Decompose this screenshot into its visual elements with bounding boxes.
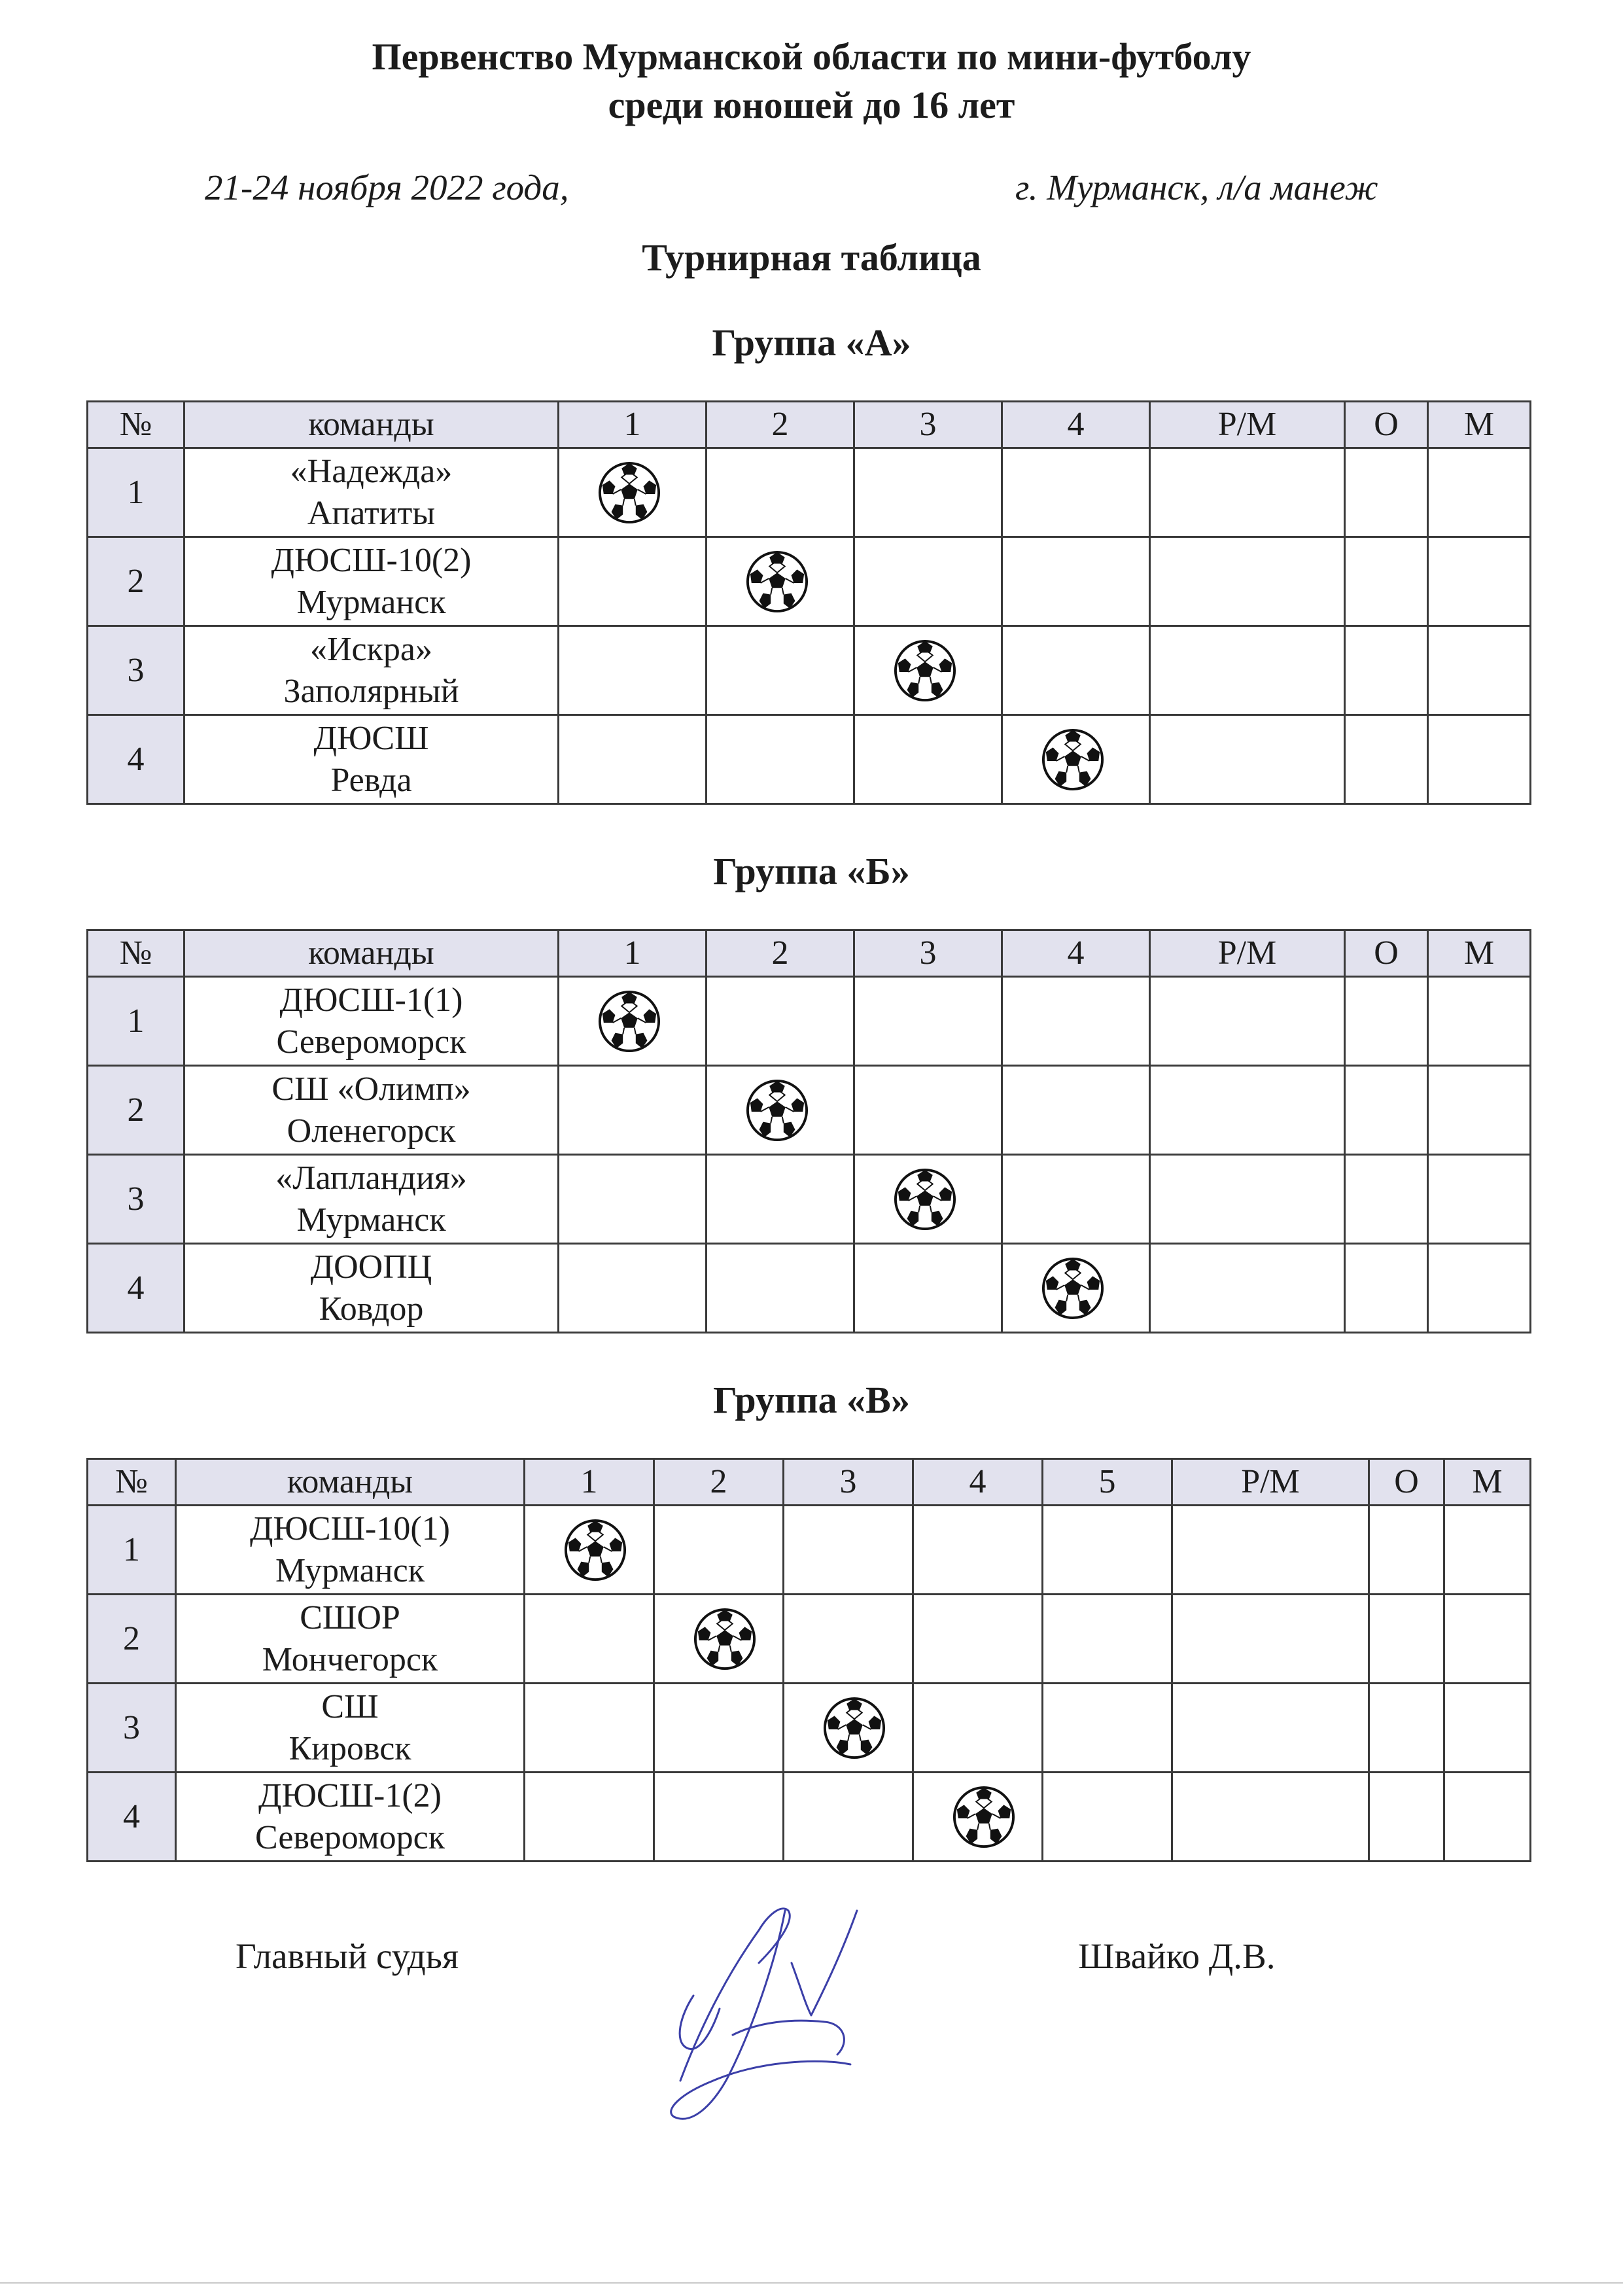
diagonal-cell <box>707 1066 854 1155</box>
soccer-ball-icon <box>693 1607 757 1671</box>
soccer-ball-icon <box>745 1078 809 1142</box>
table-header-row <box>88 402 1531 448</box>
place-cell <box>1428 537 1531 626</box>
signature-icon <box>654 1884 903 2133</box>
col-place: М <box>1428 402 1531 448</box>
score-cell <box>654 1684 784 1773</box>
col-num: № <box>88 402 184 448</box>
team-cell <box>184 537 559 626</box>
team-name: ДООПЦ <box>310 1248 432 1286</box>
col-1: 1 <box>559 402 707 448</box>
col-num: № <box>88 1459 176 1506</box>
score-cell <box>1002 626 1150 715</box>
team-name: ДЮСШ <box>313 719 429 757</box>
team-cell <box>176 1684 525 1773</box>
soccer-ball-icon <box>822 1696 886 1760</box>
score-cell <box>559 537 707 626</box>
group-v-title: Группа «В» <box>713 1379 910 1421</box>
tournament-place: г. Мурманск, л/а манеж <box>1015 168 1378 207</box>
row-number: 4 <box>88 1244 184 1333</box>
col-points: О <box>1345 402 1428 448</box>
row-number: 4 <box>88 715 184 804</box>
col-2: 2 <box>707 402 854 448</box>
table-row <box>88 1244 1531 1333</box>
diagonal-cell <box>707 537 854 626</box>
score-cell <box>1002 977 1150 1066</box>
col-4: 4 <box>913 1459 1043 1506</box>
tournament-date: 21-24 ноября 2022 года, <box>205 168 569 207</box>
team-name: «Лапландия» <box>275 1159 467 1197</box>
points-cell <box>1345 626 1428 715</box>
team-name: ДЮСШ-1(1) <box>279 981 463 1019</box>
score-cell <box>854 1066 1002 1155</box>
team-cell <box>184 626 559 715</box>
col-goals: Р/М <box>1150 402 1345 448</box>
points-cell <box>1369 1684 1444 1773</box>
score-cell <box>1043 1595 1172 1684</box>
col-teams: команды <box>176 1459 525 1506</box>
row-number: 2 <box>88 1066 184 1155</box>
table-row <box>88 1155 1531 1244</box>
col-goals: Р/М <box>1150 930 1345 977</box>
diagonal-cell <box>559 448 707 537</box>
team-city: Североморск <box>276 1023 466 1061</box>
team-name: ДЮСШ-1(2) <box>258 1776 442 1814</box>
diagonal-cell <box>913 1773 1043 1862</box>
score-cell <box>913 1595 1043 1684</box>
score-cell <box>707 1155 854 1244</box>
col-teams: команды <box>184 930 559 977</box>
goals-cell <box>1150 1155 1345 1244</box>
score-cell <box>654 1506 784 1595</box>
diagonal-cell <box>654 1595 784 1684</box>
team-cell <box>184 448 559 537</box>
goals-cell <box>1150 1066 1345 1155</box>
col-teams: команды <box>184 402 559 448</box>
team-city: Мончегорск <box>262 1640 438 1678</box>
table-row <box>88 1506 1531 1595</box>
row-number: 2 <box>88 1595 176 1684</box>
soccer-ball-icon <box>1041 728 1105 792</box>
points-cell <box>1345 1244 1428 1333</box>
diagonal-cell <box>854 1155 1002 1244</box>
score-cell <box>854 537 1002 626</box>
points-cell <box>1345 1155 1428 1244</box>
points-cell <box>1369 1773 1444 1862</box>
chief-judge-label: Главный судья <box>236 1936 459 1976</box>
score-cell <box>1002 448 1150 537</box>
table-row <box>88 1773 1531 1862</box>
table-row <box>88 537 1531 626</box>
soccer-ball-icon <box>597 461 661 525</box>
place-cell <box>1428 448 1531 537</box>
col-points: О <box>1369 1459 1444 1506</box>
col-3: 3 <box>854 930 1002 977</box>
goals-cell <box>1172 1773 1369 1862</box>
row-number: 1 <box>88 1506 176 1595</box>
goals-cell <box>1150 448 1345 537</box>
goals-cell <box>1172 1595 1369 1684</box>
row-number: 2 <box>88 537 184 626</box>
score-cell <box>707 626 854 715</box>
points-cell <box>1369 1506 1444 1595</box>
table-row <box>88 626 1531 715</box>
goals-cell <box>1150 1244 1345 1333</box>
diagonal-cell <box>559 977 707 1066</box>
score-cell <box>854 977 1002 1066</box>
score-cell <box>707 715 854 804</box>
score-cell <box>854 448 1002 537</box>
place-cell <box>1428 1066 1531 1155</box>
place-cell <box>1428 1155 1531 1244</box>
col-place: М <box>1444 1459 1531 1506</box>
title-line-2: среди юношей до 16 лет <box>608 84 1015 126</box>
col-points: О <box>1345 930 1428 977</box>
diagonal-cell <box>1002 1244 1150 1333</box>
row-number: 3 <box>88 626 184 715</box>
group-a-table <box>86 400 1531 805</box>
team-city: Заполярный <box>283 672 459 710</box>
group-a-title: Группа «А» <box>712 321 911 364</box>
group-v-table <box>86 1458 1531 1862</box>
table-row <box>88 448 1531 537</box>
group-b-title: Группа «Б» <box>713 850 910 892</box>
team-city: Ковдор <box>319 1290 424 1328</box>
team-name: ДЮСШ-10(1) <box>249 1510 450 1547</box>
team-city: Мурманск <box>296 1201 446 1239</box>
col-3: 3 <box>784 1459 913 1506</box>
diagonal-cell <box>525 1506 654 1595</box>
place-cell <box>1444 1595 1531 1684</box>
row-number: 1 <box>88 448 184 537</box>
score-cell <box>1043 1684 1172 1773</box>
place-cell <box>1444 1506 1531 1595</box>
score-cell <box>654 1773 784 1862</box>
score-cell <box>559 1155 707 1244</box>
soccer-ball-icon <box>893 1167 957 1231</box>
team-name: «Надежда» <box>290 452 453 490</box>
team-cell <box>184 715 559 804</box>
score-cell <box>1002 537 1150 626</box>
team-cell <box>184 1155 559 1244</box>
team-cell <box>176 1506 525 1595</box>
col-place: М <box>1428 930 1531 977</box>
col-goals: Р/М <box>1172 1459 1369 1506</box>
table-header-row <box>88 930 1531 977</box>
points-cell <box>1345 537 1428 626</box>
col-4: 4 <box>1002 930 1150 977</box>
soccer-ball-icon <box>1041 1256 1105 1320</box>
diagonal-cell <box>784 1684 913 1773</box>
score-cell <box>559 1066 707 1155</box>
team-name: «Искра» <box>310 630 432 668</box>
team-city: Апатиты <box>307 494 436 532</box>
score-cell <box>784 1595 913 1684</box>
scan-edge-divider <box>0 2282 1623 2284</box>
group-b-table <box>86 929 1531 1333</box>
points-cell <box>1345 715 1428 804</box>
score-cell <box>913 1506 1043 1595</box>
score-cell <box>707 448 854 537</box>
title-line-1: Первенство Мурманской области по мини-футболу <box>372 35 1251 78</box>
soccer-ball-icon <box>563 1518 627 1582</box>
score-cell <box>559 715 707 804</box>
row-number: 1 <box>88 977 184 1066</box>
score-cell <box>913 1684 1043 1773</box>
score-cell <box>559 626 707 715</box>
score-cell <box>525 1684 654 1773</box>
table-row <box>88 715 1531 804</box>
team-cell <box>184 977 559 1066</box>
points-cell <box>1345 1066 1428 1155</box>
team-city: Кировск <box>288 1729 411 1767</box>
score-cell <box>525 1595 654 1684</box>
score-cell <box>525 1773 654 1862</box>
place-cell <box>1428 715 1531 804</box>
soccer-ball-icon <box>893 639 957 703</box>
section-title: Турнирная таблица <box>642 236 981 279</box>
score-cell <box>854 1244 1002 1333</box>
team-cell <box>176 1773 525 1862</box>
row-number: 3 <box>88 1155 184 1244</box>
team-cell <box>176 1595 525 1684</box>
table-row <box>88 1066 1531 1155</box>
col-num: № <box>88 930 184 977</box>
soccer-ball-icon <box>597 989 661 1053</box>
soccer-ball-icon <box>952 1785 1016 1849</box>
table-row <box>88 1684 1531 1773</box>
chief-judge-name: Швайко Д.В. <box>1078 1936 1276 1976</box>
diagonal-cell <box>854 626 1002 715</box>
col-1: 1 <box>559 930 707 977</box>
points-cell <box>1369 1595 1444 1684</box>
score-cell <box>707 977 854 1066</box>
score-cell <box>707 1244 854 1333</box>
col-2: 2 <box>654 1459 784 1506</box>
document-title <box>0 33 1623 130</box>
score-cell <box>784 1506 913 1595</box>
col-1: 1 <box>525 1459 654 1506</box>
team-city: Североморск <box>255 1818 445 1856</box>
team-name: ДЮСШ-10(2) <box>271 541 472 579</box>
team-name: СШ «Олимп» <box>271 1070 471 1108</box>
goals-cell <box>1150 537 1345 626</box>
score-cell <box>1043 1506 1172 1595</box>
team-name: СШ <box>321 1687 379 1725</box>
score-cell <box>784 1773 913 1862</box>
goals-cell <box>1172 1506 1369 1595</box>
place-cell <box>1428 1244 1531 1333</box>
col-2: 2 <box>707 930 854 977</box>
team-name: СШОР <box>300 1598 400 1636</box>
score-cell <box>559 1244 707 1333</box>
col-5: 5 <box>1043 1459 1172 1506</box>
row-number: 3 <box>88 1684 176 1773</box>
place-cell <box>1444 1773 1531 1862</box>
score-cell <box>1043 1773 1172 1862</box>
place-cell <box>1428 977 1531 1066</box>
table-row <box>88 977 1531 1066</box>
table-row <box>88 1595 1531 1684</box>
goals-cell <box>1150 715 1345 804</box>
team-city: Мурманск <box>275 1551 425 1589</box>
team-city: Оленегорск <box>287 1112 456 1150</box>
goals-cell <box>1150 626 1345 715</box>
team-city: Мурманск <box>296 583 446 621</box>
points-cell <box>1345 448 1428 537</box>
place-cell <box>1444 1684 1531 1773</box>
col-3: 3 <box>854 402 1002 448</box>
team-city: Ревда <box>330 761 412 799</box>
points-cell <box>1345 977 1428 1066</box>
place-cell <box>1428 626 1531 715</box>
goals-cell <box>1150 977 1345 1066</box>
row-number: 4 <box>88 1773 176 1862</box>
soccer-ball-icon <box>745 550 809 614</box>
col-4: 4 <box>1002 402 1150 448</box>
score-cell <box>1002 1155 1150 1244</box>
goals-cell <box>1172 1684 1369 1773</box>
table-header-row <box>88 1459 1531 1506</box>
diagonal-cell <box>1002 715 1150 804</box>
team-cell <box>184 1244 559 1333</box>
score-cell <box>1002 1066 1150 1155</box>
team-cell <box>184 1066 559 1155</box>
score-cell <box>854 715 1002 804</box>
